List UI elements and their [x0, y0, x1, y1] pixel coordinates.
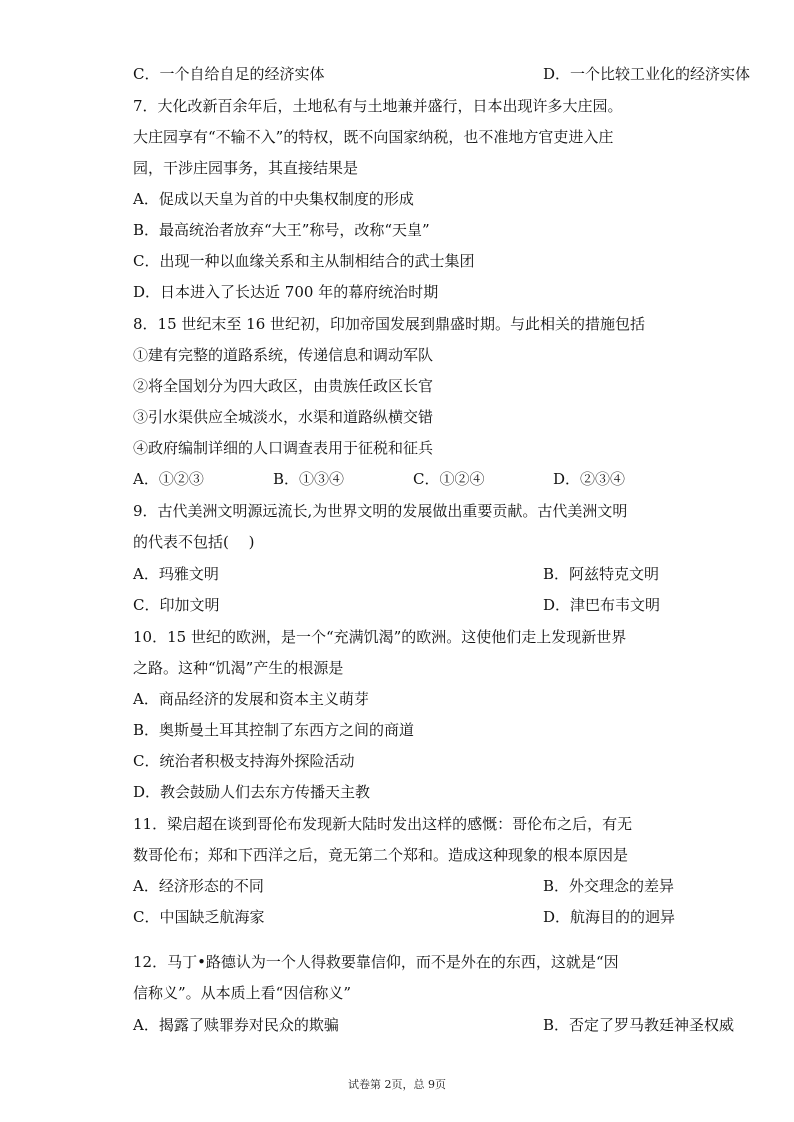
q12-option-b[interactable]: B．否定了罗马教廷神圣权威 — [543, 1016, 735, 1034]
q10-stem-line2: 之路。这种“饥渴”产生的根源是 — [133, 659, 344, 677]
q8-item-2: ②将全国划分为四大政区，由贵族任政区长官 — [133, 377, 434, 395]
q11-option-c[interactable]: C．中国缺乏航海家 — [133, 908, 265, 926]
q7-option-c[interactable]: C．出现一种以血缘关系和主从制相结合的武士集团 — [133, 252, 475, 270]
q7-stem-line3: 园，干涉庄园事务，其直接结果是 — [133, 159, 359, 177]
q7-option-b[interactable]: B．最高统治者放弃“大王”称号，改称“天皇” — [133, 221, 430, 239]
q8-item-3: ③引水渠供应全城淡水，水渠和道路纵横交错 — [133, 408, 434, 426]
q10-stem-line1: 10．15 世纪的欧洲，是一个“充满饥渴”的欧洲。这使他们走上发现新世界 — [133, 628, 627, 646]
q11-option-b[interactable]: B．外交理念的差异 — [543, 877, 675, 895]
q12-stem-line2: 信称义”。从本质上看“因信称义” — [133, 984, 352, 1002]
q9-stem-line1: 9．古代美洲文明源远流长,为世界文明的发展做出重要贡献。古代美洲文明 — [133, 502, 628, 520]
q9-options-ab — [133, 564, 660, 584]
q8-item-1: ①建有完整的道路系统，传递信息和调动军队 — [133, 346, 434, 364]
q8-options — [133, 469, 625, 489]
q7-option-d[interactable]: D．日本进入了长达近 700 年的幕府统治时期 — [133, 283, 439, 301]
q12-option-a[interactable]: A．揭露了赎罪券对民众的欺骗 — [133, 1016, 339, 1034]
q12-stem-line1: 12．马丁•路德认为一个人得救要靠信仰，而不是外在的东西，这就是“因 — [133, 953, 619, 971]
q8-option-b[interactable]: B．①③④ — [273, 470, 345, 488]
q9-option-a[interactable]: A．玛雅文明 — [133, 565, 219, 583]
q9-option-d[interactable]: D．津巴布韦文明 — [543, 596, 661, 614]
q8-item-4: ④政府编制详细的人口调查表用于征税和征兵 — [133, 439, 434, 457]
q8-option-c[interactable]: C．①②④ — [413, 470, 485, 488]
q8-option-d[interactable]: D．②③④ — [553, 470, 626, 488]
q11-options-cd — [133, 907, 676, 927]
q6-options-cd — [133, 64, 751, 84]
page-footer: 试卷第 2页，总 9页 — [348, 1078, 446, 1091]
q11-options-ab — [133, 876, 675, 896]
q6-option-d[interactable]: D．一个比较工业化的经济实体 — [543, 65, 751, 83]
q11-stem-line1: 11．梁启超在谈到哥伦布发现新大陆时发出这样的感慨：哥伦布之后，有无 — [133, 815, 633, 833]
q11-option-d[interactable]: D．航海目的的迥异 — [543, 908, 676, 926]
q11-stem-line2: 数哥伦布；郑和下西洋之后，竟无第二个郑和。造成这种现象的根本原因是 — [133, 846, 629, 864]
q9-options-cd — [133, 595, 661, 615]
q11-option-a[interactable]: A．经济形态的不同 — [133, 877, 264, 895]
q10-option-b[interactable]: B．奥斯曼土耳其控制了东西方之间的商道 — [133, 721, 415, 739]
q7-option-a[interactable]: A．促成以天皇为首的中央集权制度的形成 — [133, 190, 414, 208]
q10-option-c[interactable]: C．统治者积极支持海外探险活动 — [133, 752, 355, 770]
q9-stem-line2: 的代表不包括( ) — [133, 533, 255, 551]
q10-option-d[interactable]: D．教会鼓励人们去东方传播天主教 — [133, 783, 371, 801]
q8-stem-line1: 8．15 世纪末至 16 世纪初，印加帝国发展到鼎盛时期。与此相关的措施包括 — [133, 315, 646, 333]
q7-stem-line2: 大庄园享有“不输不入”的特权，既不向国家纳税，也不准地方官吏进入庄 — [133, 128, 614, 146]
q9-option-c[interactable]: C．印加文明 — [133, 596, 220, 614]
q12-options-ab — [133, 1015, 735, 1035]
q8-option-a[interactable]: A．①②③ — [133, 470, 204, 488]
q6-option-c[interactable]: C．一个自给自足的经济实体 — [133, 65, 325, 83]
q10-option-a[interactable]: A．商品经济的发展和资本主义萌芽 — [133, 690, 369, 708]
q9-option-b[interactable]: B．阿兹特克文明 — [543, 565, 660, 583]
q7-stem-line1: 7．大化改新百余年后，土地私有与土地兼并盛行，日本出现许多大庄园。 — [133, 97, 623, 115]
